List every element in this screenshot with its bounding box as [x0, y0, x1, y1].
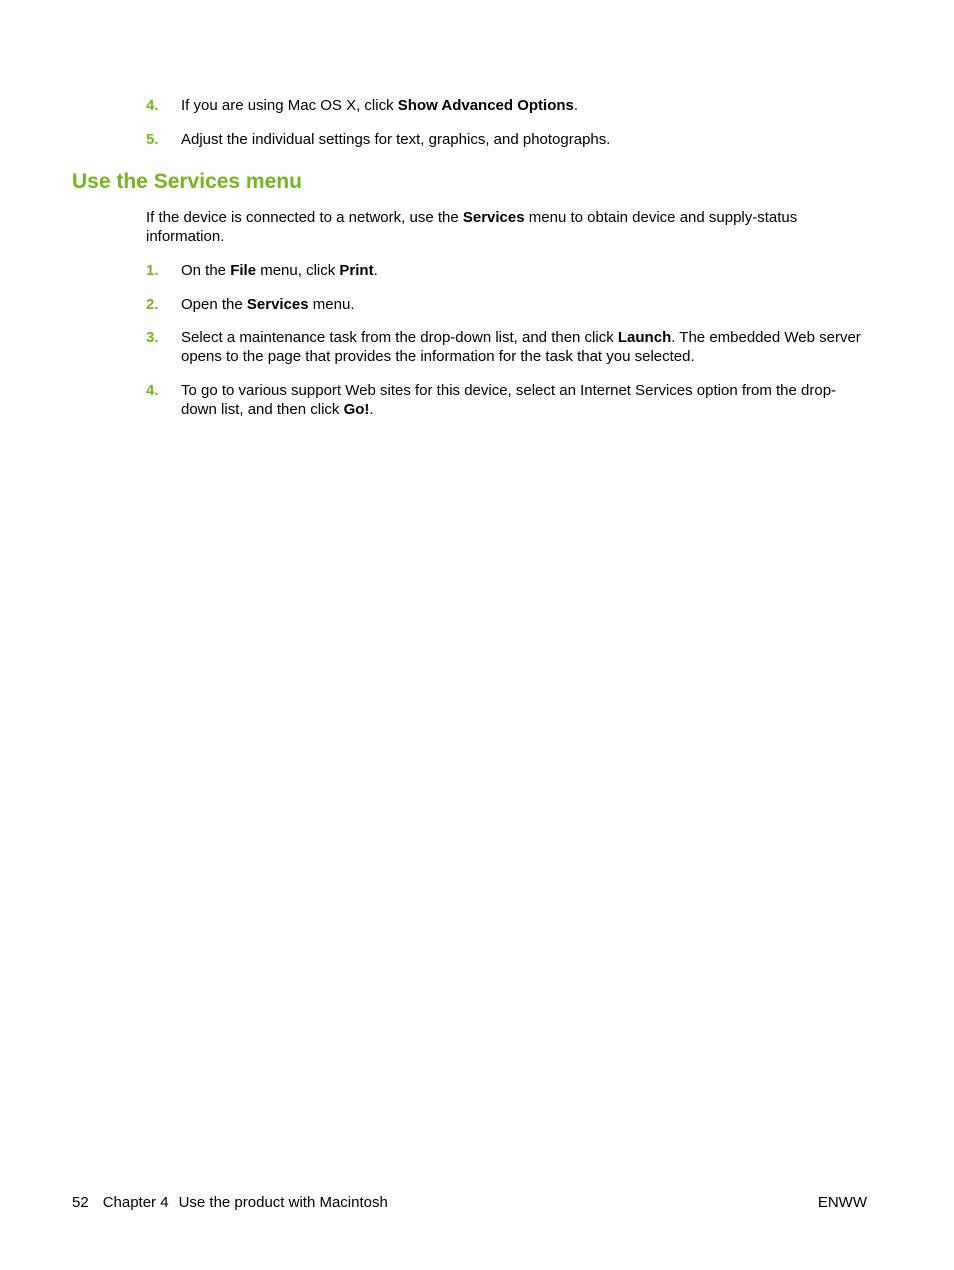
ui-label-show-advanced-options: Show Advanced Options [397, 97, 574, 114]
step-text: On the File menu, click Print. [181, 262, 378, 279]
ui-label-file: File [230, 262, 257, 279]
ui-label-services: Services [462, 209, 525, 226]
section-heading: Use the Services menu [72, 170, 302, 193]
step-text: Adjust the individual settings for text, graphics, and photographs. [181, 131, 611, 148]
page-number: 52 [72, 1194, 89, 1211]
page-footer-left [72, 1193, 388, 1212]
step-number: 4. [146, 382, 159, 399]
section-intro: If the device is connected to a network, use the Services menu to obtain device and supply-status information. [146, 209, 798, 245]
step-number: 5. [146, 131, 159, 148]
chapter-label: Chapter 4 [102, 1194, 169, 1211]
ui-label-services: Services [246, 296, 309, 313]
page-footer-right: ENWW [817, 1194, 867, 1211]
step-text: To go to various support Web sites for this device, select an Internet Services option from the drop-down list, and then click Go!. [181, 382, 837, 418]
step-number: 1. [146, 262, 159, 279]
chapter-title: Use the product with Macintosh [178, 1194, 388, 1211]
step-text: Select a maintenance task from the drop-down list, and then click Launch. The embedded Web server opens to the page that provides the information for the task that you selected. [181, 329, 861, 365]
step-number: 3. [146, 329, 159, 346]
step-number: 4. [146, 97, 159, 114]
ui-label-print: Print [339, 262, 374, 279]
step-text: Open the Services menu. [181, 296, 355, 313]
step-text: If you are using Mac OS X, click Show Advanced Options. [181, 97, 579, 114]
ui-label-go: Go! [343, 401, 370, 418]
ui-label-launch: Launch [617, 329, 672, 346]
step-number: 2. [146, 296, 159, 313]
